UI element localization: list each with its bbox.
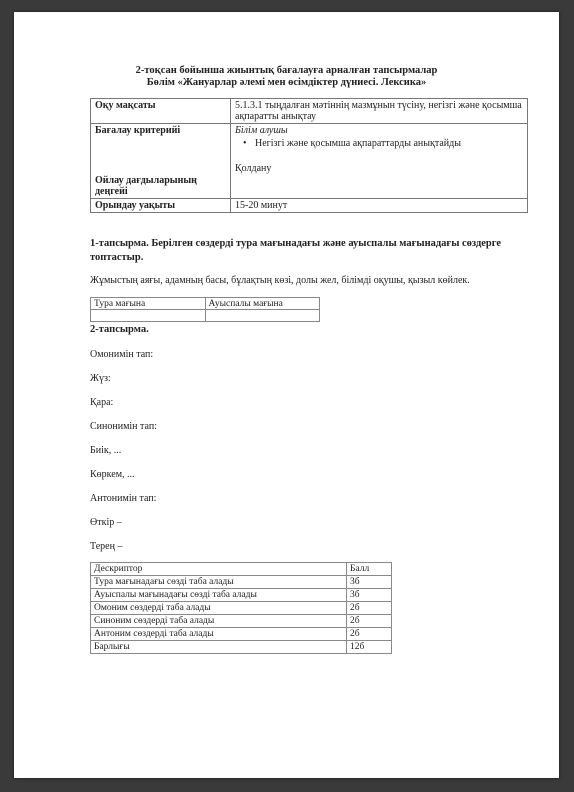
task2-line: Омонимін тап:	[90, 349, 154, 360]
score-cell: 12б	[347, 641, 392, 654]
document-title	[14, 65, 559, 89]
score-cell: 3б	[347, 576, 392, 589]
task2-line: Терең –	[90, 541, 123, 552]
task2-line: Өткір –	[90, 517, 122, 528]
score-header: Балл	[347, 563, 392, 576]
task2-title: 2-тапсырма.	[90, 324, 149, 335]
task2-line: Антонимін тап:	[90, 493, 157, 504]
table-row	[91, 576, 392, 589]
score-cell: 2б	[347, 602, 392, 615]
answer-cell-figurative[interactable]	[205, 310, 320, 322]
task2-line: Биік, ...	[90, 445, 122, 456]
level-label: Ойлау дағдыларының деңгейі	[95, 175, 197, 197]
criteria-value-cell	[231, 124, 528, 199]
task1-words: Жұмыстың аяғы, адамның басы, бұлақтың көзі, долы жел, білімді оқушы, қызыл көйлек.	[90, 275, 470, 286]
criteria-level-cell	[91, 124, 231, 199]
descriptor-header: Дескриптор	[91, 563, 347, 576]
level-value: Қолдану	[235, 163, 272, 174]
descriptor-cell: Тура мағынадағы сөзді таба алады	[91, 576, 347, 589]
meta-table	[90, 98, 528, 213]
task1-title: 1-тапсырма. Берілген сөздерді тура мағынадағы және ауыспалы мағынадағы сөздерге топтастыр.	[90, 238, 502, 263]
criteria-item: • Негізгі және қосымша ақпараттарды анықтайды	[235, 138, 523, 149]
table-row	[91, 589, 392, 602]
score-cell: 2б	[347, 615, 392, 628]
descriptor-table	[90, 562, 392, 654]
document-page	[14, 12, 559, 778]
goal-label: Оқу мақсаты	[91, 99, 231, 124]
col-direct-meaning: Тура мағына	[91, 298, 206, 310]
descriptor-cell: Барлығы	[91, 641, 347, 654]
descriptor-cell: Ауыспалы мағынадағы сөзді таба алады	[91, 589, 347, 602]
time-label: Орындау уақыты	[91, 199, 231, 213]
time-value: 15-20 минут	[231, 199, 528, 213]
descriptor-header-row	[91, 563, 392, 576]
task2-line: Жүз:	[90, 373, 111, 384]
table-row	[91, 628, 392, 641]
col-figurative-meaning: Ауыспалы мағына	[205, 298, 320, 310]
task2-line: Көркем, ...	[90, 469, 135, 480]
table-row	[91, 602, 392, 615]
score-cell: 2б	[347, 628, 392, 641]
goal-value: 5.1.3.1 тыңдалған мәтіннің мазмұнын түсіну, негізгі және қосымша ақпаратты анықтау	[231, 99, 528, 124]
title-line-1: 2-тоқсан бойынша жиынтық бағалауға арналған тапсырмалар	[135, 65, 438, 76]
descriptor-cell: Антоним сөздерді таба алады	[91, 628, 347, 641]
meaning-table	[90, 297, 320, 322]
task2-line: Қара:	[90, 397, 114, 408]
criteria-label: Бағалау критерийі	[95, 125, 181, 136]
answer-cell-direct[interactable]	[91, 310, 206, 322]
table-row	[91, 615, 392, 628]
task2-line: Синонимін тап:	[90, 421, 157, 432]
descriptor-cell: Синоним сөздерді таба алады	[91, 615, 347, 628]
score-cell: 3б	[347, 589, 392, 602]
table-row-total	[91, 641, 392, 654]
criteria-intro: Білім алушы	[235, 125, 288, 136]
descriptor-cell: Омоним сөздерді таба алады	[91, 602, 347, 615]
title-line-2: Бөлім «Жануарлар әлемі мен өсімдіктер дүниесі. Лексика»	[146, 77, 427, 88]
